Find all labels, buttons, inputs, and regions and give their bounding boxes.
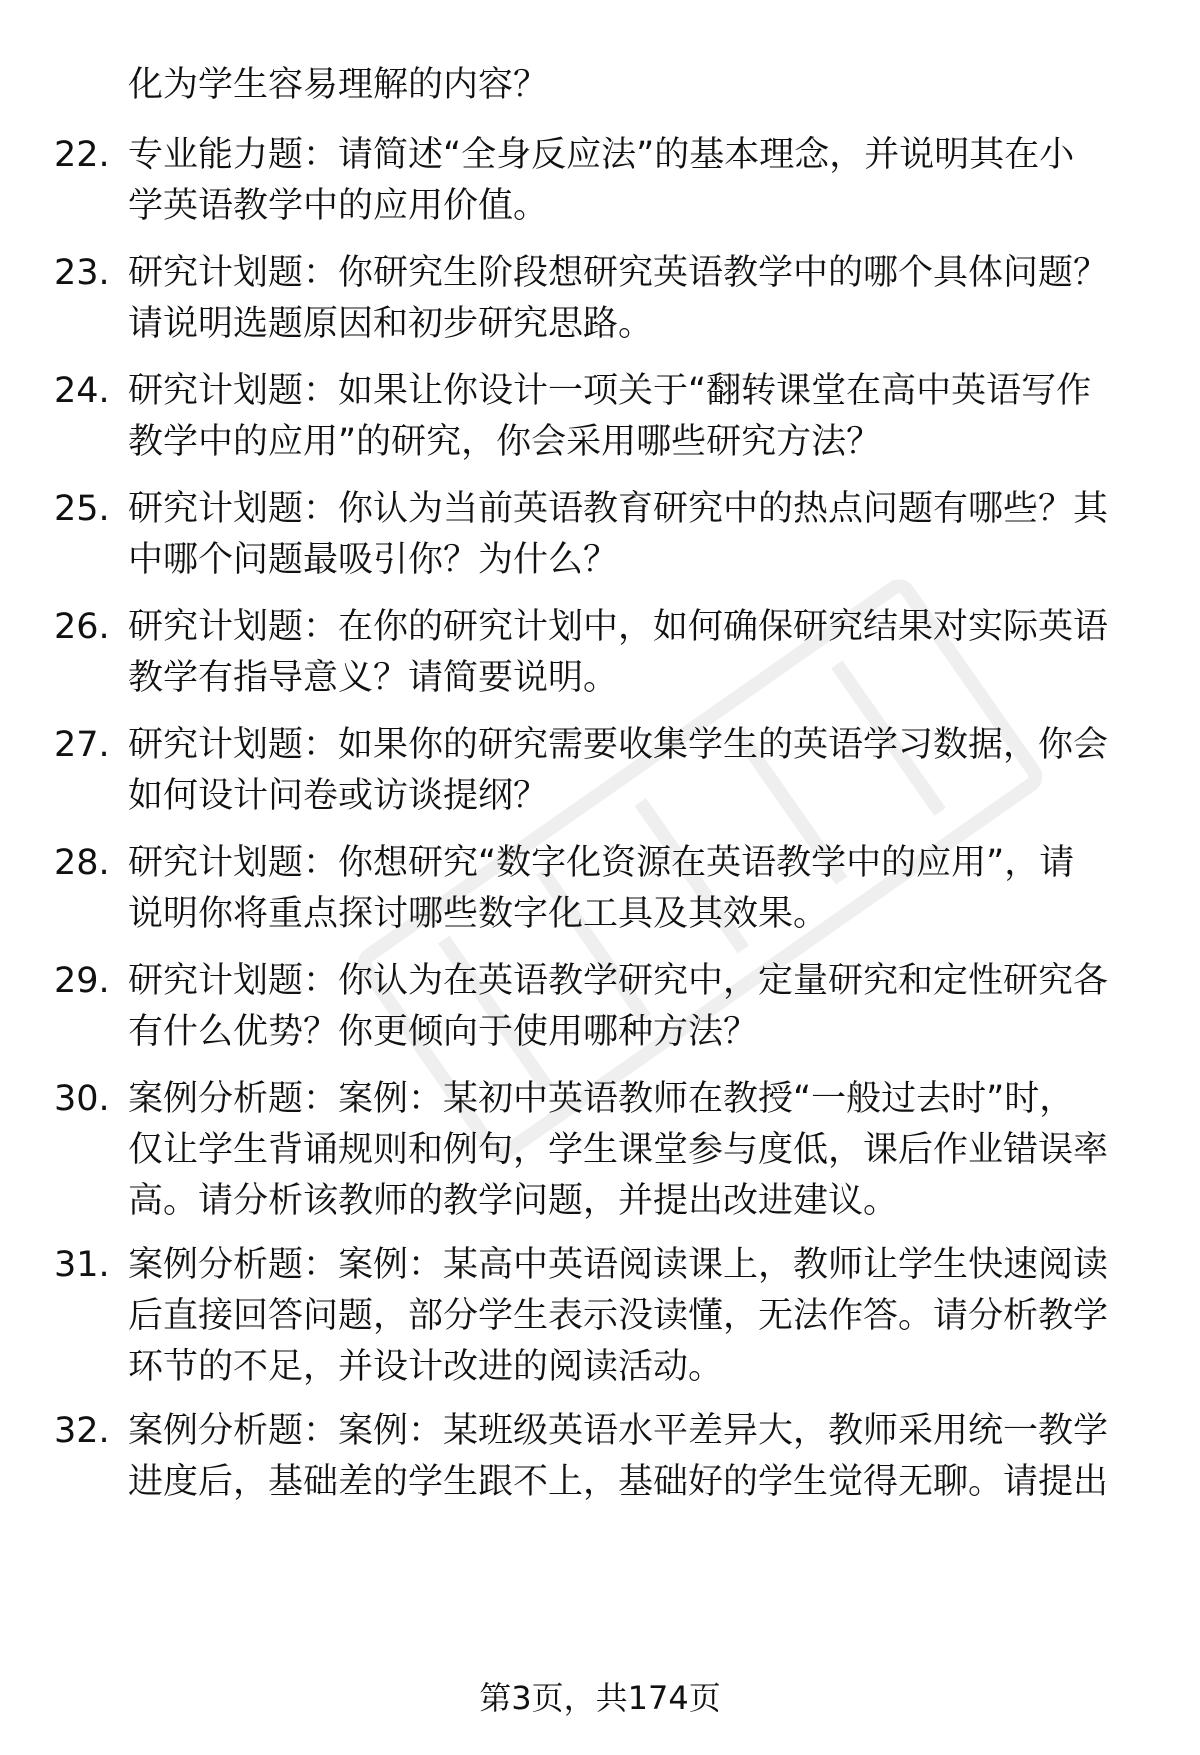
continuation-line: 化为学生容易理解的内容？ bbox=[128, 65, 549, 105]
question-text bbox=[128, 602, 1148, 704]
question-line: 案例分析题：案例：某班级英语水平差异大，教师采用统一教学 bbox=[128, 1411, 1109, 1451]
question-line: 学英语教学中的应用价值。 bbox=[128, 186, 549, 226]
question-line: 进度后，基础差的学生跟不上，基础好的学生觉得无聊。请提出 bbox=[128, 1462, 1109, 1502]
question-text bbox=[128, 248, 1148, 350]
question-number: 22. bbox=[54, 135, 110, 175]
question-text bbox=[128, 1074, 1148, 1227]
question-line: 研究计划题：如果你的研究需要收集学生的英语学习数据，你会 bbox=[128, 725, 1109, 765]
question-line: 案例分析题：案例：某高中英语阅读课上，教师让学生快速阅读 bbox=[128, 1245, 1109, 1285]
question-number: 32. bbox=[54, 1411, 110, 1451]
question-line: 后直接回答问题，部分学生表示没读懂，无法作答。请分析教学 bbox=[128, 1296, 1109, 1336]
question-text bbox=[128, 956, 1148, 1058]
question-text bbox=[128, 130, 1148, 232]
question-line: 研究计划题：如果让你设计一项关于“翻转课堂在高中英语写作 bbox=[128, 371, 1092, 411]
question-text bbox=[128, 720, 1148, 822]
question-line: 仅让学生背诵规则和例句，学生课堂参与度低，课后作业错误率 bbox=[128, 1130, 1109, 1170]
question-line: 中哪个问题最吸引你？为什么？ bbox=[128, 540, 619, 580]
question-text bbox=[128, 1406, 1148, 1508]
question-number: 24. bbox=[54, 371, 110, 411]
question-number: 26. bbox=[54, 607, 110, 647]
question-line: 研究计划题：你研究生阶段想研究英语教学中的哪个具体问题？ bbox=[128, 253, 1109, 293]
question-text bbox=[128, 838, 1148, 940]
question-line: 研究计划题：在你的研究计划中，如何确保研究结果对实际英语 bbox=[128, 607, 1109, 647]
question-line: 案例分析题：案例：某初中英语教师在教授“一般过去时”时， bbox=[128, 1079, 1075, 1119]
question-number: 25. bbox=[54, 489, 110, 529]
question-line: 高。请分析该教师的教学问题，并提出改进建议。 bbox=[128, 1181, 899, 1221]
question-line: 研究计划题：你认为在英语教学研究中，定量研究和定性研究各 bbox=[128, 961, 1109, 1001]
question-line: 研究计划题：你认为当前英语教育研究中的热点问题有哪些？其 bbox=[128, 489, 1109, 529]
question-line: 专业能力题：请简述“全身反应法”的基本理念，并说明其在小 bbox=[128, 135, 1075, 175]
question-line: 如何设计问卷或访谈提纲？ bbox=[128, 776, 549, 816]
question-number: 23. bbox=[54, 253, 110, 293]
question-text bbox=[128, 366, 1148, 468]
question-number: 28. bbox=[54, 843, 110, 883]
page-footer: 第3页，共174页 bbox=[479, 1679, 721, 1717]
question-line: 请说明选题原因和初步研究思路。 bbox=[128, 304, 654, 344]
question-number: 27. bbox=[54, 725, 110, 765]
question-line: 环节的不足，并设计改进的阅读活动。 bbox=[128, 1347, 724, 1387]
question-line: 研究计划题：你想研究“数字化资源在英语教学中的应用”，请 bbox=[128, 843, 1075, 883]
question-text bbox=[128, 1240, 1148, 1393]
question-number: 29. bbox=[54, 961, 110, 1001]
question-line: 说明你将重点探讨哪些数字化工具及其效果。 bbox=[128, 894, 829, 934]
question-line: 教学中的应用”的研究，你会采用哪些研究方法？ bbox=[128, 422, 882, 462]
question-number: 30. bbox=[54, 1079, 110, 1119]
question-line: 有什么优势？你更倾向于使用哪种方法？ bbox=[128, 1012, 759, 1052]
question-number: 31. bbox=[54, 1245, 110, 1285]
question-text bbox=[128, 484, 1148, 586]
question-line: 教学有指导意义？请简要说明。 bbox=[128, 658, 619, 698]
